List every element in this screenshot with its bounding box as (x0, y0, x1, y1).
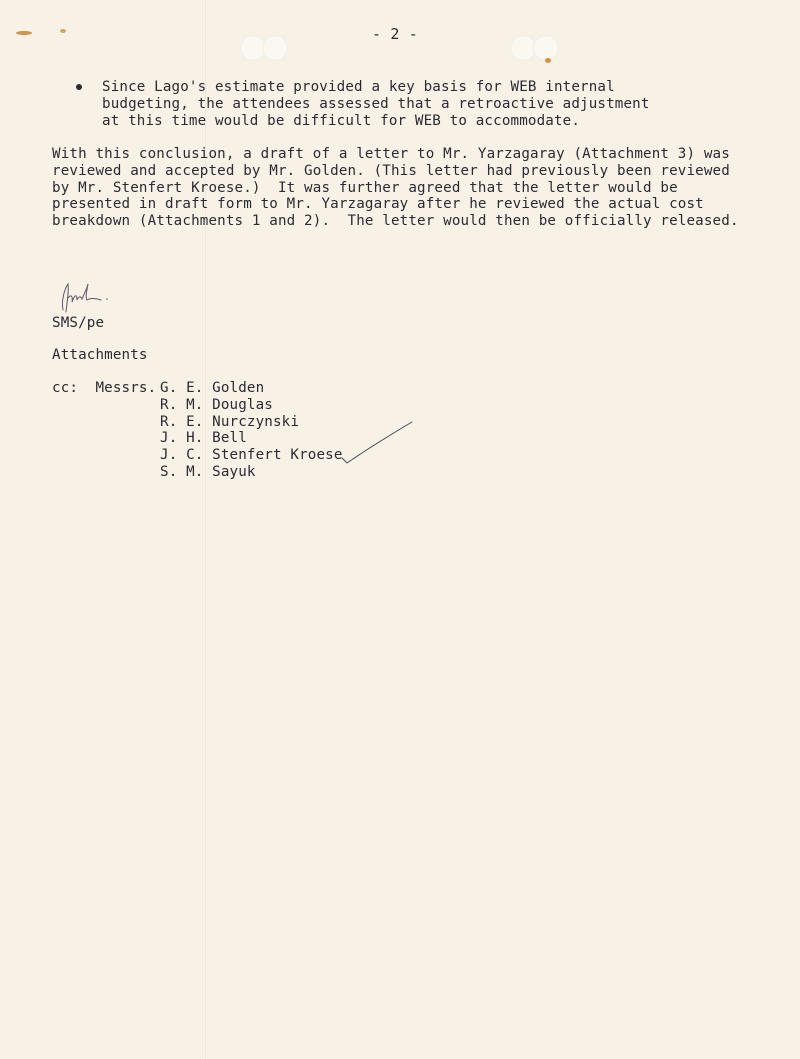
initials-reference: SMS/pe (52, 315, 105, 331)
paragraph-line-2: reviewed and accepted by Mr. Golden. (This letter had previously been reviewed (52, 163, 730, 179)
cc-recipient: G. E. Golden (160, 380, 265, 396)
cc-recipient: R. E. Nurczynski (160, 413, 300, 430)
attachments-label: Attachments (52, 347, 148, 363)
punch-hole-right-b (533, 35, 559, 61)
bullet-line-3: at this time would be difficult for WEB to accommodate. (102, 113, 581, 129)
bullet-line-2: budgeting, the attendees assessed that a retroactive adjustment (102, 96, 650, 112)
bullet-line-1: Since Lago's estimate provided a key basis for WEB internal (102, 79, 615, 95)
checkmark-icon (338, 420, 418, 470)
paragraph-line-5: breakdown (Attachments 1 and 2). The letter would then be officially released. (52, 213, 739, 229)
rust-stain-mark-b (60, 29, 66, 33)
paragraph-line-1: With this conclusion, a draft of a letter to Mr. Yarzagaray (Attachment 3) was (52, 146, 730, 162)
cc-label: cc: Messrs. (52, 380, 157, 396)
cc-recipient: J. C. Stenfert Kroese (160, 447, 343, 464)
paragraph-line-3: by Mr. Stenfert Kroese.) It was further agreed that the letter would be (52, 180, 678, 196)
cc-recipient-list (160, 380, 343, 481)
rust-stain-mark (16, 31, 32, 35)
cc-recipient: R. M. Douglas (160, 396, 273, 413)
cc-recipient: S. M. Sayuk (160, 463, 256, 480)
paragraph-line-4: presented in draft form to Mr. Yarzagaray after he reviewed the actual cost (52, 196, 704, 212)
handwritten-initials-signature (55, 280, 115, 316)
rust-stain-dot (545, 58, 551, 63)
bullet-icon (76, 84, 82, 90)
page-number: - 2 - (372, 25, 418, 43)
cc-recipient: J. H. Bell (160, 430, 247, 447)
punch-hole-left-b (262, 35, 288, 61)
